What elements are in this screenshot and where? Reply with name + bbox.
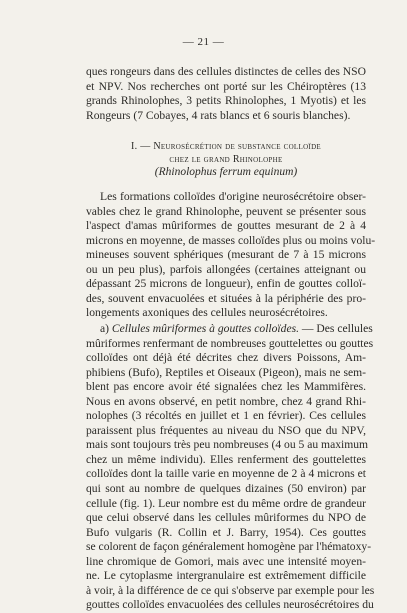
text-line: cellule (fig. 1). Leur nombre est du même ordre de grandeur	[86, 496, 366, 510]
text-line: qui sont au nombre de quelques dizaines (50 environ) par	[86, 482, 366, 496]
text-line: à voir, à la différence de ce qui s'observe par exemple pour les	[86, 583, 375, 597]
text-line: line chromique de Gomori, mais avec une intensité moyen-	[86, 554, 366, 568]
text-line: ques rongeurs dans des cellules distinctes de celles des NSO	[86, 65, 366, 78]
text-line: grands Rhinolophes, 3 petits Rhinolophes, 1 Myotis) et les	[86, 94, 366, 108]
text-line: Nous en avons observé, en petit nombre, chez 4 grand Rhi-	[86, 394, 366, 408]
text-line: l'aspect d'amas mûriformes de gouttes mesurant de 2 à 4	[86, 219, 366, 233]
heading-line-2: chez le grand Rhinolophe	[169, 154, 283, 165]
item-marker: a)	[100, 322, 112, 335]
text-line: phibiens (Bufo), Reptiles et Oiseaux (Pigeon), mais ne sem-	[86, 365, 366, 379]
text-line: Rongeurs (7 Cobayes, 4 rats blancs et 6 souris blanches).	[86, 108, 351, 122]
text-line: Bufo vulgaris (R. Collin et J. Barry, 1954). Ces gouttes	[86, 525, 366, 539]
page-number: — 21 —	[182, 36, 225, 48]
text-line: des, souvent envacuolées et situées à la périphérie des pro-	[86, 291, 366, 305]
subsection-title: Cellules mûriformes à gouttes colloïdes.	[111, 322, 300, 335]
text-line: chez un même individu). Elles renferment des gouttelettes	[86, 452, 366, 466]
text-line: dépassant 25 microns de longueur), enfin de gouttes colloï-	[86, 277, 366, 291]
text-line: microns en moyenne, de masses colloïdes plus ou moins volu-	[86, 233, 376, 247]
text-line: nolophes (3 récoltés en juillet et 1 en février). Ces cellules	[86, 409, 366, 423]
text-line: ne. Le cytoplasme intergranulaire est extrêmement difficile	[86, 569, 366, 583]
text-line: vables chez le grand Rhinolophe, peuvent se présenter sous	[86, 204, 366, 218]
text-line: ou un peu plus), parfois allongées (certaines atteignant ou	[86, 262, 366, 276]
text-line: et NPV. Nos recherches ont porté sur les Chéiroptères (13	[86, 79, 366, 93]
text-line: blent pas encore avoir été signalées chez les Mammifères.	[86, 380, 366, 394]
heading-line-1: I. — Neurosécrétion de substance colloïde	[130, 141, 321, 152]
text-line: que celui observé dans les cellules mûriformes du NPO de	[86, 511, 366, 525]
text-line: longements axoniques des cellules neurosécrétoires.	[86, 306, 328, 320]
paragraph-2	[86, 322, 375, 613]
text-line: mais sont toujours très peu nombreuses (4 ou 5 au maximum	[86, 438, 369, 452]
intro-paragraph	[86, 65, 366, 123]
text-line: paraissent plus fréquentes au niveau du NSO que du NPV,	[86, 423, 366, 437]
paragraph-1	[86, 190, 376, 321]
text-fragment: — Des cellules	[299, 322, 373, 335]
text-line: colloïdes dont la taille varie en moyenne de 2 à 4 microns et	[86, 467, 366, 481]
text-line	[86, 322, 373, 337]
text-line: mineuses souvent sphériques (mesurant de 7 à 15 microns	[86, 248, 366, 262]
text-line: Les formations colloïdes d'origine neurosécrétoire obser-	[100, 190, 366, 203]
text-line: colloïdes ont déjà été décrites chez divers Poissons, Am-	[86, 351, 366, 365]
species-name: (Rhinolophus ferrum equinum)	[154, 166, 298, 178]
section-heading	[86, 140, 366, 179]
text-line: gouttes colloïdes envacuolées des cellules neurosécrétoires du	[86, 598, 374, 612]
text-line: mûriformes renfermant de nombreuses gouttelettes ou gouttes	[86, 336, 374, 350]
text-line: se colorent de façon généralement homogène par l'hématoxy-	[86, 540, 372, 554]
